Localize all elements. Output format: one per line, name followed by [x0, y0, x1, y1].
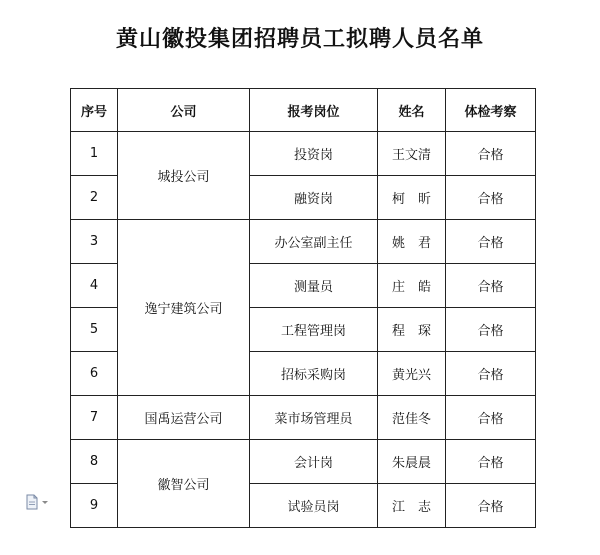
- row-position: 投资岗: [250, 132, 378, 176]
- row-result: 合格: [446, 176, 536, 220]
- row-result: 合格: [446, 308, 536, 352]
- row-index: 1: [71, 132, 118, 176]
- row-name: 庄 皓: [378, 264, 446, 308]
- row-index: 9: [71, 484, 118, 528]
- row-position: 会计岗: [250, 440, 378, 484]
- row-name: 朱晨晨: [378, 440, 446, 484]
- row-result: 合格: [446, 352, 536, 396]
- row-index: 7: [71, 396, 118, 440]
- row-name: 黄光兴: [378, 352, 446, 396]
- row-index: 8: [71, 440, 118, 484]
- row-result: 合格: [446, 440, 536, 484]
- header-index: 序号: [71, 89, 118, 132]
- row-position: 办公室副主任: [250, 220, 378, 264]
- row-result: 合格: [446, 484, 536, 528]
- roster-table: [70, 88, 536, 528]
- page-title: 黄山徽投集团招聘员工拟聘人员名单: [115, 26, 484, 52]
- row-index: 6: [71, 352, 118, 396]
- header-result: 体检考察: [446, 89, 536, 132]
- header-position: 报考岗位: [250, 89, 378, 132]
- chevron-down-icon: [42, 501, 48, 504]
- row-name: 柯 昕: [378, 176, 446, 220]
- row-position: 工程管理岗: [250, 308, 378, 352]
- row-index: 5: [71, 308, 118, 352]
- table-row: [71, 396, 536, 440]
- row-name: 江 志: [378, 484, 446, 528]
- row-result: 合格: [446, 132, 536, 176]
- document-menu-button[interactable]: [24, 494, 54, 510]
- row-name: 姚 君: [378, 220, 446, 264]
- table-row: [71, 132, 536, 176]
- row-name: 范佳冬: [378, 396, 446, 440]
- header-company: 公司: [118, 89, 250, 132]
- row-name: 王文清: [378, 132, 446, 176]
- row-position: 融资岗: [250, 176, 378, 220]
- company-cell: 逸宁建筑公司: [118, 220, 250, 396]
- row-index: 2: [71, 176, 118, 220]
- table-row: [71, 220, 536, 264]
- row-position: 菜市场管理员: [250, 396, 378, 440]
- row-position: 试验员岗: [250, 484, 378, 528]
- header-name: 姓名: [378, 89, 446, 132]
- row-name: 程 琛: [378, 308, 446, 352]
- document-icon: [24, 494, 54, 510]
- table-row: [71, 440, 536, 484]
- company-cell: 国禹运营公司: [118, 396, 250, 440]
- row-index: 3: [71, 220, 118, 264]
- header-row: [71, 89, 536, 132]
- company-cell: 城投公司: [118, 132, 250, 220]
- row-result: 合格: [446, 396, 536, 440]
- row-index: 4: [71, 264, 118, 308]
- row-position: 测量员: [250, 264, 378, 308]
- row-result: 合格: [446, 264, 536, 308]
- row-position: 招标采购岗: [250, 352, 378, 396]
- company-cell: 徽智公司: [118, 440, 250, 528]
- row-result: 合格: [446, 220, 536, 264]
